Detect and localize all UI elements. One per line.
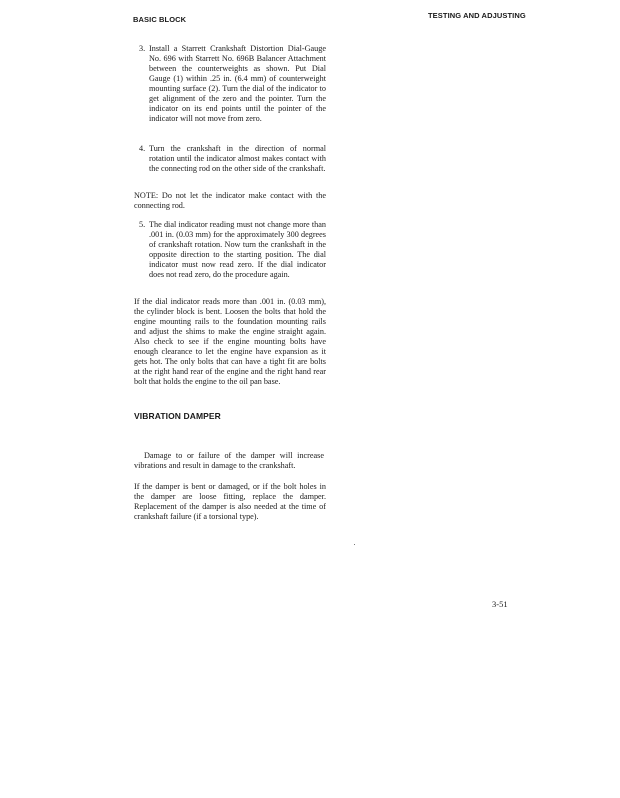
step-5-number: 5.	[139, 220, 146, 229]
step-4-text: Turn the crankshaft in the direction of normal rotation until the indicator almost makes contact with the connecting rod on the other side of the crankshaft.	[149, 144, 326, 173]
note-paragraph: NOTE: Do not let the indicator make contact with the connecting rod.	[134, 191, 326, 210]
page-number: 3-51	[492, 599, 508, 609]
block-bent-paragraph: If the dial indicator reads more than .001 in. (0.03 mm), the cylinder block is bent. Loosen the bolts that hold the engine mounting rails to the foundation mounting rails and adjust the shims to make the engine straight again. Also check to see if the engine mounting bolts have enough clearance to let the engine have expansion as it gets hot. The only bolts that can have a tight fit are bolts at the right hand rear of the engine and the right hand rear bolt that holds the engine to the oil pan base.	[134, 297, 326, 386]
step-3-number: 3.	[139, 44, 146, 53]
damper-paragraph-1: Damage to or failure of the damper will increase vibrations and result in damage to the crankshaft.	[134, 451, 324, 470]
scan-speck	[354, 544, 355, 545]
step-4-number: 4.	[139, 144, 146, 153]
step-5	[139, 220, 326, 280]
header-section-title: BASIC BLOCK	[133, 15, 187, 24]
header-chapter-title: TESTING AND ADJUSTING	[428, 11, 526, 20]
section-heading-vibration-damper: VIBRATION DAMPER	[134, 411, 221, 421]
step-3-text: Install a Starrett Crankshaft Distortion Dial-Gauge No. 696 with Starrett No. 696B Balancer Attachment between the counterweights as shown. Put Dial Gauge (1) within .25 in. (6.4 mm) of counterweight mounting surface (2). Turn the dial of the indicator to get alignment of the zero and the pointer. Turn the indicator on its end points until the pointer of the indicator will not move from zero.	[149, 44, 326, 123]
step-4	[139, 144, 326, 174]
step-5-text: The dial indicator reading must not change more than .001 in. (0.03 mm) for the approximately 300 degrees of crankshaft rotation. Now turn the crankshaft in the opposite direction to the starting position. The dial indicator must now read zero. If the dial indicator does not read zero, do the procedure again.	[149, 220, 326, 279]
damper-paragraph-2: If the damper is bent or damaged, or if the bolt holes in the damper are loose fitting, replace the damper. Replacement of the damper is also needed at the time of crankshaft failure (if a torsional type).	[134, 482, 326, 521]
step-3	[139, 44, 326, 124]
